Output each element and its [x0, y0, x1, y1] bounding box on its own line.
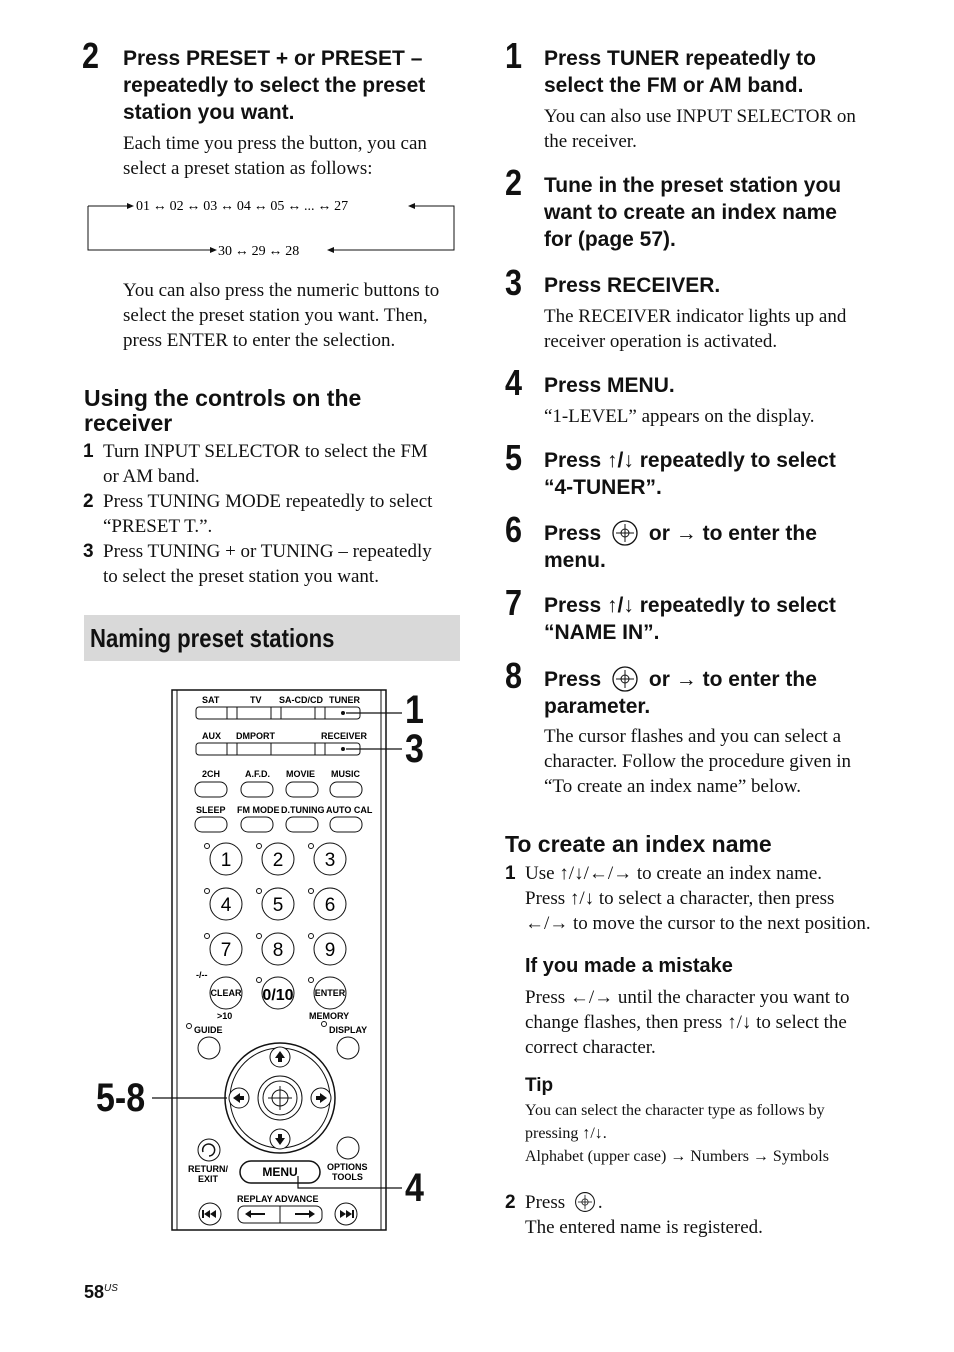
step-6-number: 6	[505, 509, 523, 550]
tip-title: Tip	[525, 1075, 554, 1096]
digit-5: 5	[272, 895, 284, 916]
step-2-body: Each time you press the button, you can select a preset station as follows:	[123, 133, 427, 179]
mistake-title: If you made a mistake	[525, 955, 733, 977]
step-2-number-right: 2	[505, 162, 523, 203]
callout-4: 4	[405, 1166, 424, 1210]
step-8-number: 8	[505, 655, 523, 696]
section-banner-title: Naming preset stations	[90, 623, 335, 653]
digit-6: 6	[324, 895, 336, 916]
step-4-body: “1-LEVEL” appears on the display.	[544, 406, 815, 427]
receiver-label: RECEIVER	[321, 731, 368, 741]
list-item: 1 Turn INPUT SELECTOR to select the FM or AM band.	[83, 441, 428, 487]
tip-body: You can select the character type as follows by pressing ↑/↓. Alphabet (upper case) → Numbers → Symbols	[525, 1102, 829, 1165]
dtuning-label: D.TUNING	[281, 805, 325, 815]
index-step-1: 1 Use ↑/↓/←/→ to create an index name. Press ↑/↓ to select a character, then press ←/→ to move the cursor to the next position.	[505, 863, 871, 934]
page-number: $58^{US}$	[84, 1282, 118, 1302]
step-2-heading-right: Tune in the preset station you want to create an index name for (page 57).	[544, 174, 842, 251]
digit-2: 2	[272, 850, 284, 871]
exit-label: EXIT	[198, 1174, 219, 1184]
step-3-body: The RECEIVER indicator lights up and receiver operation is activated.	[544, 306, 847, 352]
callout-1: 1	[405, 688, 424, 732]
memory-label: MEMORY	[309, 1011, 350, 1021]
step-8-body: The cursor flashes and you can select a character. Follow the procedure given in “To create an index name” below.	[544, 726, 852, 797]
list-item: 2 Press TUNING MODE repeatedly to select “PRESET T.”.	[83, 491, 433, 537]
mistake-body: Press ←/→ until the character you want to change flashes, then press ↑/↓ to select the correct character.	[525, 987, 850, 1058]
tools-label: TOOLS	[332, 1172, 363, 1182]
digit-9: 9	[324, 940, 336, 961]
step-7-heading: Press ↑/↓ repeatedly to select “NAME IN”.	[544, 594, 836, 644]
display-label: DISPLAY	[329, 1025, 368, 1035]
navigation-pad	[225, 1043, 335, 1153]
dash-label: -/--	[196, 970, 208, 980]
step-2-body-2: You can also press the numeric buttons to select the preset station you want. Then, press ENTER to enter the selection.	[123, 280, 440, 351]
step-3-heading: Press RECEIVER.	[544, 274, 721, 297]
movie-label: MOVIE	[286, 769, 316, 779]
step-6-heading: Press or → to enter the menu.	[544, 519, 817, 574]
tuner-label: TUNER	[329, 695, 360, 705]
sequence-bottom: 30 ↔ 29 ↔ 28	[218, 244, 300, 259]
index-name-title: To create an index name	[505, 831, 772, 857]
step-2-number: 2	[82, 35, 100, 76]
step-1-body: You can also use INPUT SELECTOR on the receiver.	[544, 106, 856, 152]
page-suffix: US	[104, 1283, 118, 1294]
return-label: RETURN/	[188, 1164, 228, 1174]
auto-cal-label: AUTO CAL	[326, 805, 373, 815]
section-banner	[84, 615, 460, 661]
clear-label: CLEAR	[210, 988, 242, 998]
step-5-number: 5	[505, 437, 523, 478]
enter-crosshair-icon	[611, 665, 639, 693]
enter-crosshair-icon	[574, 1191, 596, 1213]
options-label: OPTIONS	[327, 1162, 368, 1172]
step-4-number: 4	[505, 362, 523, 403]
sequence-top: 01 ↔ 02 ↔ 03 ↔ 04 ↔ 05 ↔ ... ↔ 27	[136, 199, 349, 214]
dmport-label: DMPORT	[236, 731, 275, 741]
callout-5-8: 5-8	[96, 1076, 146, 1120]
tv-label: TV	[250, 695, 262, 705]
afd-label: A.F.D.	[245, 769, 271, 779]
enter-crosshair-icon	[611, 519, 639, 547]
digit-4: 4	[220, 895, 232, 916]
list-item: 3 Press TUNING + or TUNING – repeatedly to select the preset station you want.	[83, 541, 432, 587]
index-step-2: 2 Press . The entered name is registered.	[505, 1192, 763, 1238]
step-5-heading: Press ↑/↓ repeatedly to select “4-TUNER”.	[544, 449, 836, 499]
digit-8: 8	[272, 940, 284, 961]
enter-label: ENTER	[314, 988, 346, 998]
guide-label: GUIDE	[194, 1025, 223, 1035]
zero-label: 0/10	[262, 987, 294, 1004]
music-label: MUSIC	[331, 769, 360, 779]
digit-7: 7	[220, 940, 232, 961]
menu-label: MENU	[262, 1165, 298, 1179]
sacd-label: SA-CD/CD	[279, 695, 323, 705]
sat-label: SAT	[202, 695, 220, 705]
sleep-label: SLEEP	[196, 805, 226, 815]
step-2-heading: Press PRESET + or PRESET – repeatedly to select the preset station you want.	[123, 47, 426, 124]
gt10-label: >10	[217, 1011, 233, 1021]
section-title-controls: Using the controls on the receiver	[84, 385, 362, 436]
step-8-heading: Press or → to enter the parameter.	[544, 665, 817, 720]
callout-3: 3	[405, 727, 424, 771]
fm-mode-label: FM MODE	[237, 805, 280, 815]
step-7-number: 7	[505, 582, 523, 623]
preset-sequence-diagram	[84, 192, 460, 262]
aux-label: AUX	[202, 731, 222, 741]
digit-3: 3	[324, 850, 336, 871]
digit-1: 1	[220, 850, 232, 871]
step-1-heading: Press TUNER repeatedly to select the FM or AM band.	[544, 47, 816, 97]
step-4-heading: Press MENU.	[544, 374, 675, 397]
step-3-number: 3	[505, 262, 523, 303]
2ch-label: 2CH	[202, 769, 221, 779]
remote-control-illustration	[150, 688, 440, 1233]
replay-advance-label: REPLAY ADVANCE	[237, 1194, 319, 1204]
step-1-number: 1	[505, 35, 523, 76]
